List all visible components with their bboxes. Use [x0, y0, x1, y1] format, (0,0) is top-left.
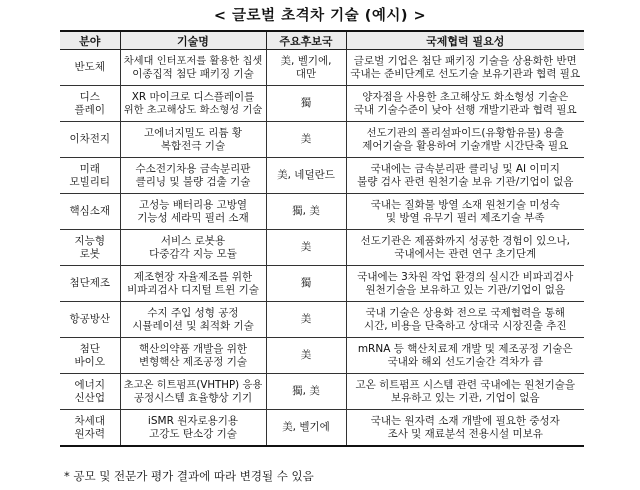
cell-field: [60, 374, 120, 410]
table-row: [60, 158, 584, 194]
cell-field-line: 항공방산: [69, 313, 111, 325]
cell-countries: [266, 50, 346, 86]
cell-cooperation-need-line: 원천기술을 보유하고 있는 기관/기업이 없음: [365, 283, 565, 296]
cell-cooperation-need-line: 국내와 해외 선도기술간 격차가 큼: [387, 355, 543, 368]
cell-field-line: 핵심소재: [69, 205, 111, 217]
cell-cooperation-need-line: 국내는 질화물 방열 소재 원천기술 미성숙: [370, 198, 560, 211]
cell-tech-name: [120, 302, 266, 338]
cell-field-line: 신산업: [74, 391, 105, 404]
cell-cooperation-need: [346, 230, 584, 266]
table-body: [60, 50, 584, 447]
cell-countries-line: 美, 벨기에: [282, 421, 330, 433]
cell-tech-name-line: 초고온 히트펌프(VHTHP) 응용: [123, 378, 263, 391]
cell-tech-name: [120, 230, 266, 266]
table-header-row: [60, 31, 584, 50]
cell-cooperation-need: [346, 194, 584, 230]
cell-field: [60, 410, 120, 447]
cell-tech-name-line: 수지 주입 성형 공정: [147, 306, 239, 319]
cell-field: [60, 86, 120, 122]
cell-field: [60, 266, 120, 302]
cell-tech-name-line: 변형핵산 제조공정 기술: [138, 355, 248, 368]
table-row: [60, 194, 584, 230]
cell-field: [60, 158, 120, 194]
cell-cooperation-need-line: 불량 검사 관련 원천기술 보유 기관/기업이 없음: [357, 175, 574, 188]
cell-countries: [266, 302, 346, 338]
cell-cooperation-need-line: 글로벌 기업은 첨단 패키징 기술을 상용화한 반면: [353, 54, 577, 67]
cell-tech-name-line: 제조현장 자율제조를 위한: [133, 270, 253, 283]
cell-tech-name-line: 서비스 로봇용: [160, 234, 226, 247]
cell-cooperation-need: [346, 302, 584, 338]
cell-field-line: 첨단: [79, 342, 100, 355]
cell-tech-name-line: 차세대 인터포저를 활용한 칩셋: [123, 54, 263, 67]
cell-cooperation-need-line: 및 방열 유무기 필러 제조기술 부족: [385, 211, 545, 224]
header-field: 분야: [60, 31, 120, 50]
cell-cooperation-need-line: 선도기관의 폴리설파이드(유황함유물) 용출: [366, 126, 564, 139]
cell-countries-line: 대만: [295, 67, 317, 80]
tech-table: [60, 30, 584, 447]
cell-field-line: 로봇: [79, 247, 100, 260]
cell-field-line: 플레이: [74, 103, 105, 116]
cell-cooperation-need-line: 시간, 비용을 단축하고 상대국 시장진출 추진: [363, 319, 567, 332]
cell-cooperation-need-line: 국내는 원자력 소재 개발에 필요한 중성자: [370, 414, 560, 427]
table-row: [60, 374, 584, 410]
cell-field-line: 첨단제조: [69, 277, 111, 289]
cell-tech-name: [120, 410, 266, 447]
cell-countries: [266, 158, 346, 194]
table-row: [60, 266, 584, 302]
cell-countries-line: 美, 벨기에,: [280, 54, 332, 67]
cell-cooperation-need-line: 제어기술을 활용하여 기술개발 시간단축 필요: [362, 139, 569, 152]
cell-tech-name: [120, 122, 266, 158]
cell-tech-name-line: 시뮬레이션 및 최적화 기술: [132, 319, 254, 332]
cell-countries: [266, 194, 346, 230]
cell-cooperation-need-line: 조사 및 재료분석 전용시설 미보유: [387, 427, 543, 440]
cell-field-line: 미래: [79, 162, 100, 175]
cell-cooperation-need-line: 국내 기술수준이 낮아 선행 개발기관과 협력 필요: [353, 103, 577, 116]
header-countries: 주요후보국: [266, 31, 346, 50]
cell-cooperation-need: [346, 86, 584, 122]
cell-cooperation-need-line: 선도기관은 제품화까지 성공한 경험이 있으나,: [360, 234, 570, 247]
cell-countries: [266, 122, 346, 158]
cell-field: [60, 230, 120, 266]
header-cooperation-need: 국제협력 필요성: [346, 31, 584, 50]
cell-field: [60, 302, 120, 338]
table-row: [60, 230, 584, 266]
cell-field-line: 디스: [79, 90, 100, 103]
cell-field-line: 에너지: [74, 378, 105, 391]
table-row: [60, 338, 584, 374]
cell-countries-line: 獨: [300, 277, 312, 289]
cell-countries-line: 美: [300, 313, 312, 325]
table-row: [60, 122, 584, 158]
cell-countries: [266, 338, 346, 374]
cell-cooperation-need-line: 보유하고 있는 기관, 기업이 없음: [390, 391, 540, 404]
cell-field: [60, 50, 120, 86]
cell-field: [60, 194, 120, 230]
cell-tech-name: [120, 266, 266, 302]
cell-field-line: 이차전지: [69, 133, 111, 145]
cell-tech-name: [120, 194, 266, 230]
cell-cooperation-need: [346, 266, 584, 302]
cell-tech-name: [120, 158, 266, 194]
cell-field-line: 지능형: [74, 234, 105, 247]
footnote: * 공모 및 전문가 평가 결과에 따라 변경될 수 있음: [64, 469, 314, 483]
cell-tech-name-line: XR 마이크로 디스플레이를: [131, 90, 255, 103]
cell-tech-name-line: 기능성 세라믹 필러 소재: [137, 211, 249, 224]
cell-field-line: 반도체: [74, 61, 105, 73]
cell-tech-name-line: 핵산의약품 개발을 위한: [138, 342, 248, 355]
cell-cooperation-need: [346, 374, 584, 410]
cell-field-line: 원자력: [74, 427, 105, 440]
cell-cooperation-need-line: 국내에는 금속분리판 클리닝 및 AI 이미지: [370, 162, 560, 175]
cell-field: [60, 122, 120, 158]
page-title: < 글로벌 초격차 기술 (예시) >: [213, 8, 427, 24]
cell-cooperation-need-line: 국내 기술은 상용화 전으로 국제협력을 통해: [365, 306, 565, 319]
cell-countries-line: 美, 네덜란드: [277, 169, 335, 181]
cell-countries: [266, 374, 346, 410]
cell-countries: [266, 266, 346, 302]
cell-field-line: 모빌리티: [69, 175, 111, 188]
table-row: [60, 410, 584, 447]
cell-tech-name-line: 수소전기차용 금속분리판: [135, 162, 251, 175]
cell-tech-name-line: 비파괴검사 디지털 트윈 기술: [127, 283, 259, 296]
cell-field: [60, 338, 120, 374]
cell-cooperation-need: [346, 158, 584, 194]
cell-tech-name-line: 고에너지밀도 리튬 황: [144, 126, 242, 139]
cell-countries: [266, 86, 346, 122]
cell-cooperation-need-line: 양자점을 사용한 초고해상도 화소형성 기술은: [362, 90, 569, 103]
cell-countries-line: 美: [300, 133, 312, 145]
table-row: [60, 86, 584, 122]
cell-cooperation-need: [346, 410, 584, 447]
cell-tech-name: [120, 86, 266, 122]
cell-tech-name: [120, 338, 266, 374]
cell-cooperation-need: [346, 50, 584, 86]
header-tech-name: 기술명: [120, 31, 266, 50]
cell-tech-name-line: 클리닝 및 불량 검출 기술: [135, 175, 251, 188]
cell-cooperation-need-line: 국내에는 3차원 작업 환경의 실시간 비파괴검사: [357, 270, 574, 283]
cell-cooperation-need-line: mRNA 등 핵산치료제 개발 및 제조공정 기술은: [357, 342, 573, 355]
cell-cooperation-need-line: 고온 히트펌프 시스템 관련 국내에는 원천기술을: [355, 378, 576, 391]
cell-field-line: 차세대: [74, 414, 105, 427]
cell-tech-name-line: 공정시스템 효율향상 기기: [133, 391, 253, 404]
cell-cooperation-need-line: 국내는 준비단계로 선도기술 보유기관과 협력 필요: [350, 67, 581, 80]
cell-tech-name-line: 고성능 배터리용 고방열: [138, 198, 248, 211]
cell-countries-line: 獨: [300, 97, 312, 109]
cell-tech-name-line: 다중감각 지능 모듈: [149, 247, 237, 260]
cell-cooperation-need-line: 국내에서는 관련 연구 초기단계: [394, 247, 537, 260]
cell-tech-name-line: 고강도 탄소강 기술: [149, 427, 237, 440]
cell-tech-name-line: 위한 초고해상도 화소형성 기술: [123, 103, 263, 116]
cell-countries: [266, 410, 346, 447]
table-row: [60, 302, 584, 338]
cell-cooperation-need: [346, 122, 584, 158]
cell-countries: [266, 230, 346, 266]
cell-tech-name-line: 이종집적 첨단 패키징 기술: [132, 67, 254, 80]
cell-countries-line: 獨, 美: [292, 205, 320, 217]
cell-tech-name-line: 복합전극 기술: [160, 139, 226, 152]
cell-cooperation-need: [346, 338, 584, 374]
cell-tech-name: [120, 374, 266, 410]
cell-countries-line: 美: [300, 349, 312, 361]
cell-tech-name: [120, 50, 266, 86]
cell-field-line: 바이오: [74, 355, 105, 368]
cell-tech-name-line: iSMR 원자로용기용: [147, 414, 239, 427]
table-row: [60, 50, 584, 86]
cell-countries-line: 美: [300, 241, 312, 253]
cell-countries-line: 獨, 美: [292, 385, 320, 397]
